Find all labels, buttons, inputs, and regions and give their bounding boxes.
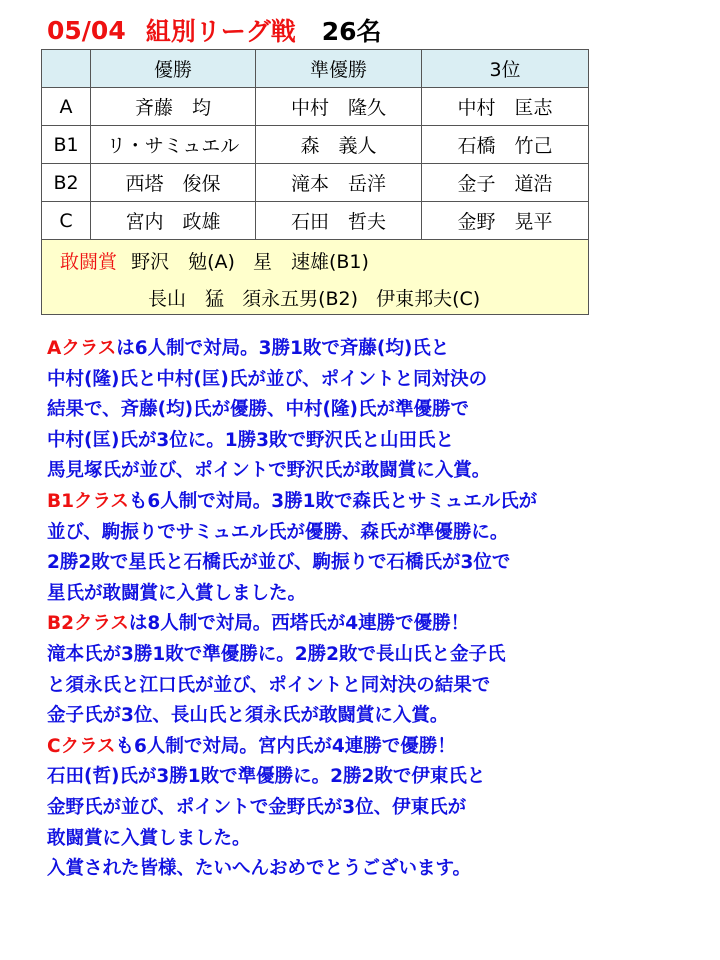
class-cell: B2 <box>42 164 91 202</box>
winner-cell: 宮内 政雄 <box>91 202 256 240</box>
third-cell: 金野 晃平 <box>422 202 589 240</box>
runner-up-cell: 滝本 岳洋 <box>256 164 422 202</box>
report-text <box>47 334 687 885</box>
runner-up-cell: 中村 隆久 <box>256 88 422 126</box>
award-recipient: 星 速雄(B1) <box>252 251 369 273</box>
table-row <box>42 88 589 126</box>
award-recipient: 須永五男(B2) <box>242 288 359 310</box>
runner-up-cell: 森 義人 <box>256 126 422 164</box>
class-cell: A <box>42 88 91 126</box>
closing-line: 入賞された皆様、たいへんおめでとうございます。 <box>47 858 472 880</box>
report-line: 中村(隆)氏と中村(匡)氏が並び、ポイントと同対決の <box>47 368 488 390</box>
award-label: 敢闘賞 <box>60 251 118 273</box>
winner-cell: 西塔 俊保 <box>91 164 256 202</box>
header-winner: 優勝 <box>91 50 256 88</box>
results-table <box>41 49 589 315</box>
table-row <box>42 126 589 164</box>
class-cell: C <box>42 202 91 240</box>
report-line-text: も6人制で対局。宮内氏が4連勝で優勝！ <box>115 735 456 757</box>
fighting-spirit-award-row <box>42 240 589 315</box>
report-line: 敢闘賞に入賞しました。 <box>47 827 251 849</box>
report-line: と須永氏と江口氏が並び、ポイントと同対決の結果で <box>47 674 491 696</box>
report-line: 星氏が敢闘賞に入賞しました。 <box>47 582 307 604</box>
award-line-1 <box>42 249 588 275</box>
report-line: 馬見塚氏が並び、ポイントで野沢氏が敢闘賞に入賞。 <box>47 460 491 482</box>
report-line: 中村(匡)氏が3位に。1勝3敗で野沢氏と山田氏と <box>47 429 455 451</box>
report-line <box>47 487 687 518</box>
report-line: 金野氏が並び、ポイントで金野氏が3位、伊東氏が <box>47 796 467 818</box>
header-runner-up: 準優勝 <box>256 50 422 88</box>
class-label: Aクラス <box>47 338 117 359</box>
award-line-2 <box>42 286 588 312</box>
award-recipient: 長山 猛 <box>148 288 225 310</box>
report-line: 金子氏が3位、長山氏と須永氏が敢闘賞に入賞。 <box>47 705 449 727</box>
report-line: 2勝2敗で星氏と石橋氏が並び、駒振りで石橋氏が3位で <box>47 552 511 574</box>
header-corner <box>42 50 91 88</box>
event-date: 05/04 <box>47 15 126 45</box>
report-line-text: は8人制で対局。西塔氏が4連勝で優勝！ <box>128 613 470 635</box>
report-line: 並び、駒振りでサミュエル氏が優勝、森氏が準優勝に。 <box>47 521 509 543</box>
class-label: B2クラス <box>47 613 129 635</box>
table-row <box>42 202 589 240</box>
runner-up-cell: 石田 哲夫 <box>256 202 422 240</box>
page-title <box>47 10 382 50</box>
winner-cell: 斉藤 均 <box>91 88 256 126</box>
event-name: 組別リーグ戦 <box>145 17 296 46</box>
report-line-text: は6人制で対局。3勝1敗で斉藤(均)氏と <box>116 338 450 359</box>
report-line <box>47 609 687 640</box>
third-cell: 金子 道浩 <box>422 164 589 202</box>
class-label: B1クラス <box>47 490 129 512</box>
participant-count: 26名 <box>321 17 382 46</box>
class-cell: B1 <box>42 126 91 164</box>
third-cell: 中村 匡志 <box>422 88 589 126</box>
third-cell: 石橋 竹己 <box>422 126 589 164</box>
class-label: Cクラス <box>47 735 116 757</box>
fighting-spirit-award-cell <box>42 240 589 315</box>
report-line <box>47 334 687 365</box>
report-line <box>47 732 687 763</box>
award-recipient: 野沢 勉(A) <box>131 251 235 273</box>
table-row <box>42 164 589 202</box>
report-line-text: も6人制で対局。3勝1敗で森氏とサミュエル氏が <box>128 490 538 512</box>
award-recipient: 伊東邦夫(C) <box>376 288 481 310</box>
report-line: 石田(哲)氏が3勝1敗で準優勝に。2勝2敗で伊東氏と <box>47 766 486 788</box>
report-line: 滝本氏が3勝1敗で準優勝に。2勝2敗で長山氏と金子氏 <box>47 643 506 665</box>
table-header-row <box>42 50 589 88</box>
report-line: 結果で、斉藤(均)氏が優勝、中村(隆)氏が準優勝で <box>47 399 469 421</box>
winner-cell: リ・サミュエル <box>91 126 256 164</box>
header-third: 3位 <box>422 50 589 88</box>
